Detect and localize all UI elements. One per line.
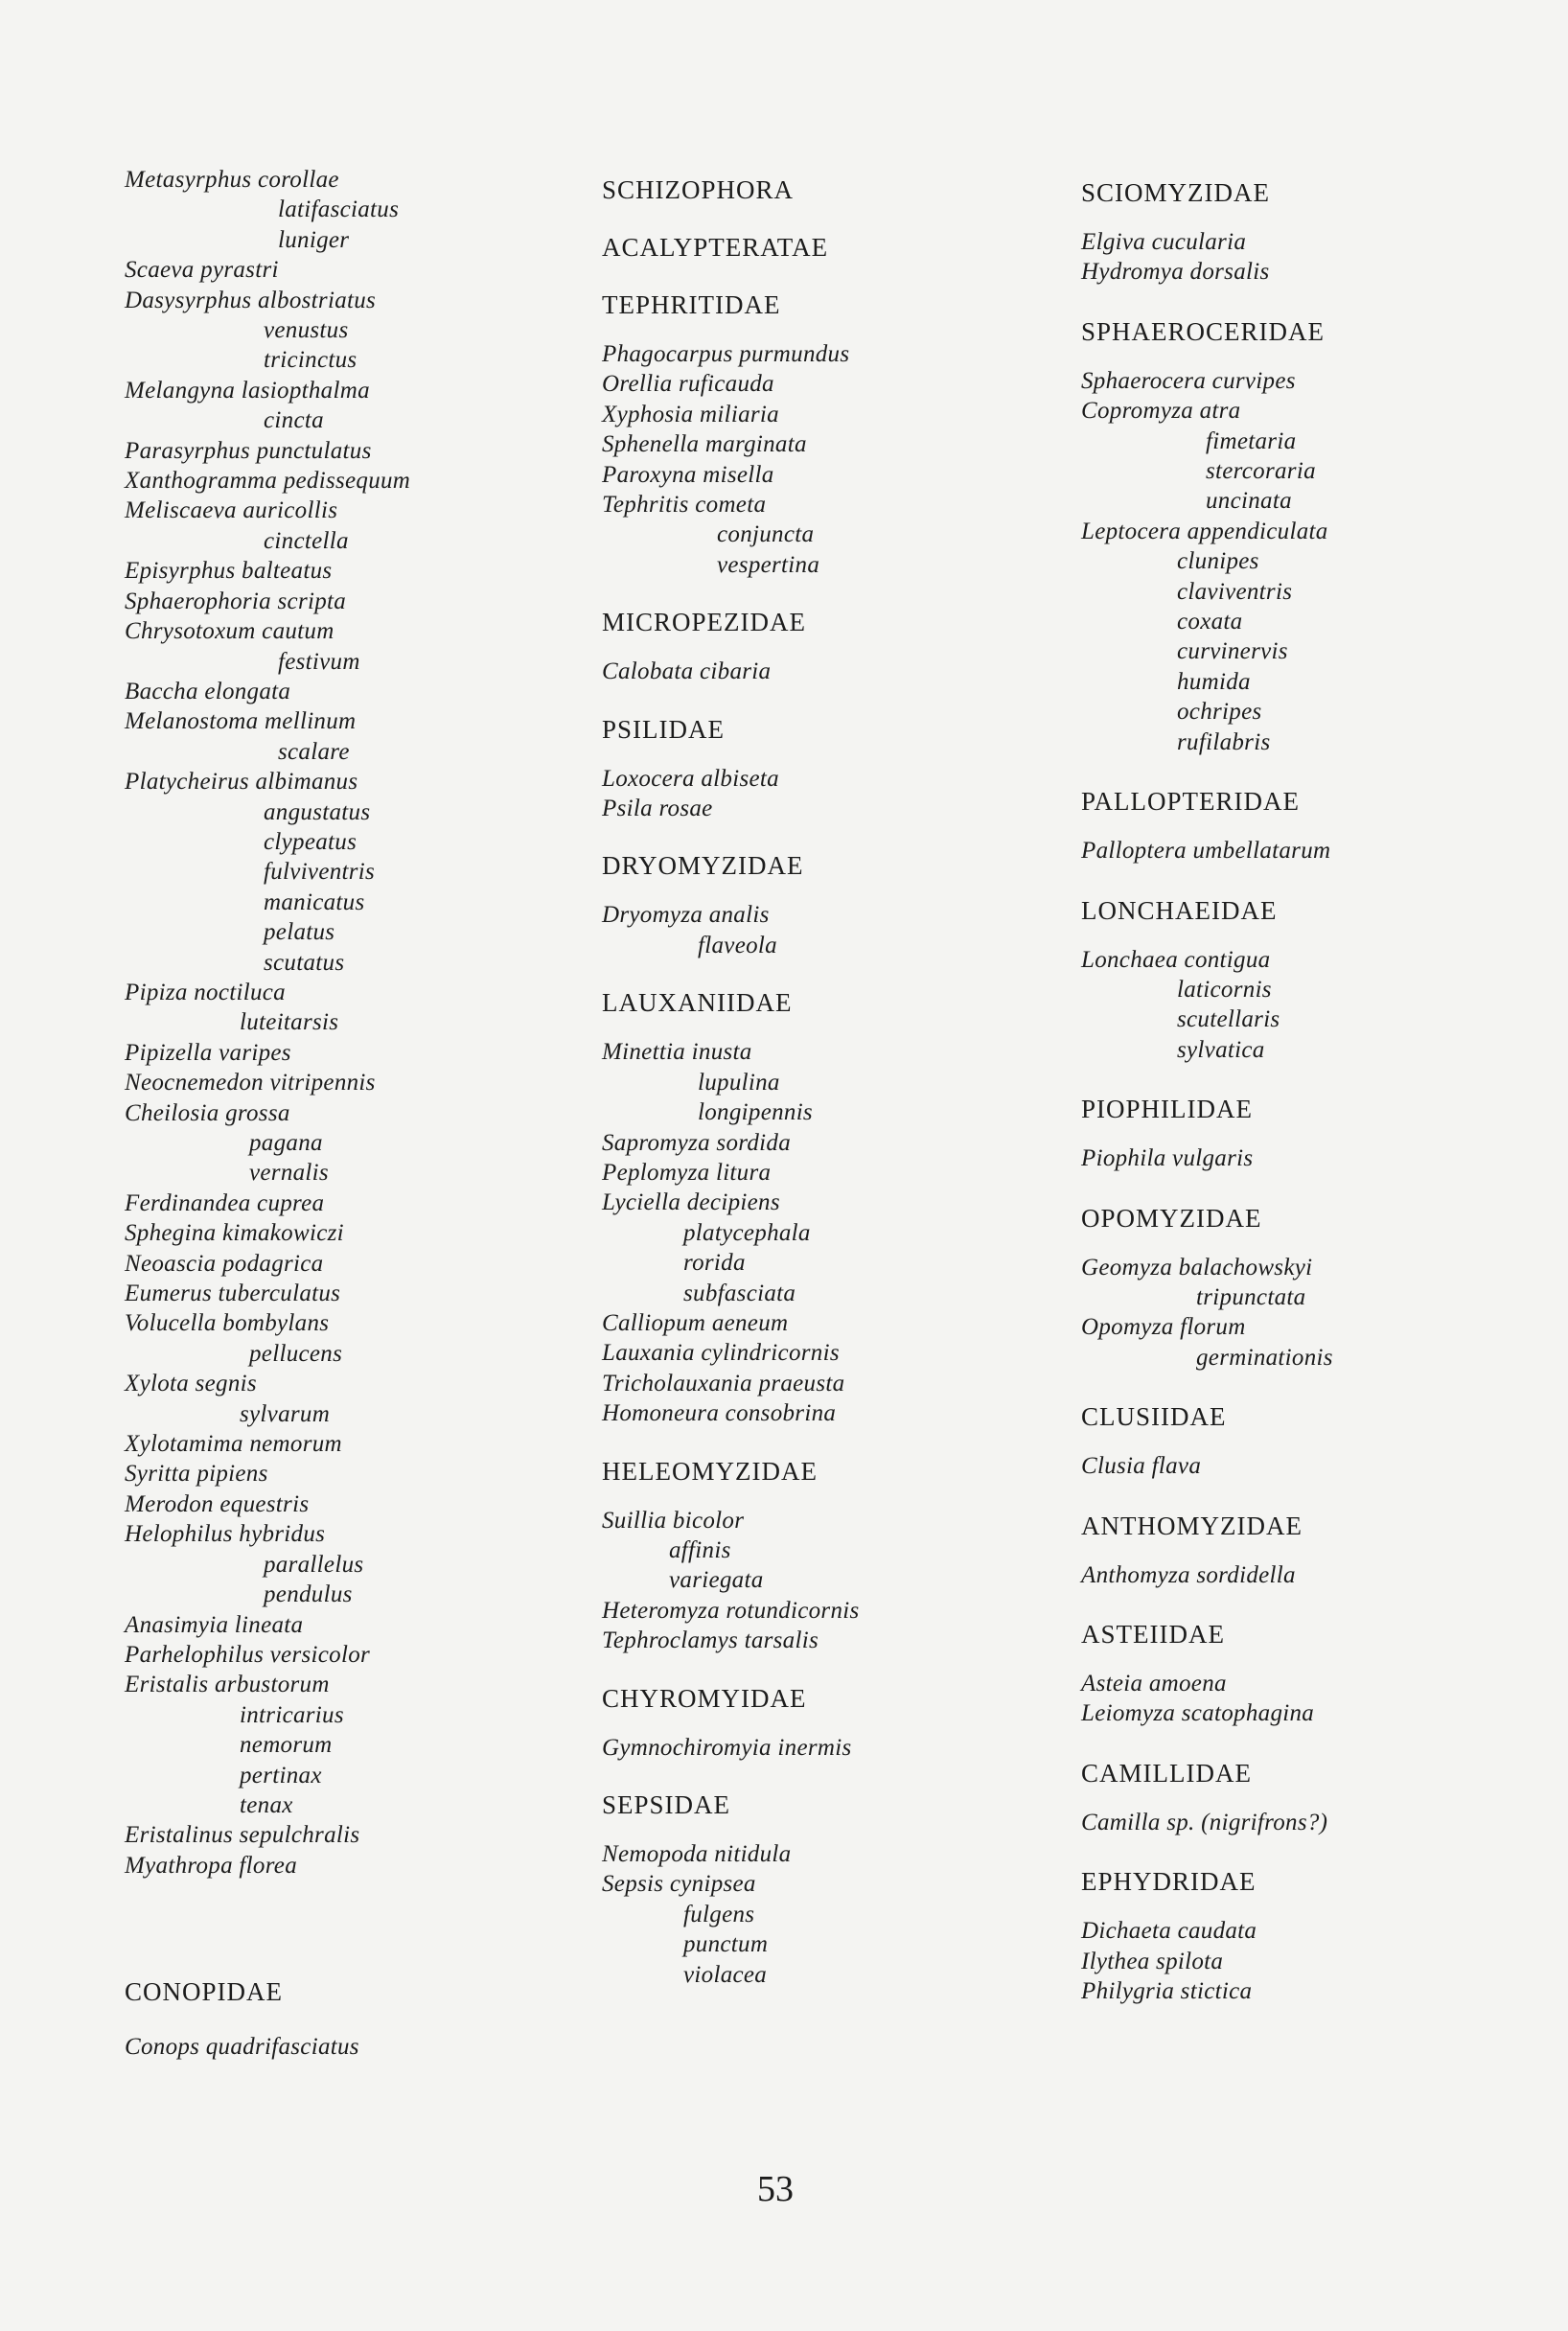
family-heading: SCHIZOPHORA — [602, 175, 795, 204]
species-name: manicatus — [264, 889, 365, 915]
family-block — [1081, 1866, 1503, 2035]
species-name: Sphegina kimakowiczi — [125, 1220, 344, 1247]
family-block — [1081, 177, 1503, 316]
species-name: intricarius — [240, 1701, 344, 1728]
species-name: Minettia inusta — [602, 1039, 752, 1066]
family-block — [1081, 1758, 1503, 1866]
family-heading: HELEOMYZIDAE — [602, 1456, 818, 1486]
species-name: pertinax — [240, 1762, 322, 1789]
species-name: sylvarum — [240, 1400, 331, 1427]
family-block — [1081, 1619, 1503, 1758]
family-block — [1081, 895, 1503, 1095]
species-name: affinis — [669, 1536, 731, 1563]
species-name: Myathropa florea — [125, 1852, 298, 1879]
family-block — [602, 1789, 1004, 2017]
species-name: scutellaris — [1177, 1006, 1280, 1033]
species-name: Hydromya dorsalis — [1081, 259, 1270, 286]
species-name: humida — [1177, 668, 1251, 695]
species-name: Calliopum aeneum — [602, 1309, 789, 1336]
species-name: Neoascia podagrica — [125, 1250, 324, 1277]
species-name: scalare — [278, 738, 350, 765]
species-name: Ferdinandea cuprea — [125, 1189, 325, 1216]
species-name: Suillia bicolor — [602, 1507, 745, 1534]
species-name: Melanostoma mellinum — [125, 708, 357, 735]
species-name: fimetaria — [1206, 427, 1297, 454]
family-block — [602, 174, 1004, 232]
species-name: Pipizella varipes — [125, 1039, 291, 1066]
species-name: clunipes — [1177, 548, 1259, 575]
family-block — [602, 850, 1004, 987]
species-name: cinctella — [264, 527, 349, 554]
family-block — [602, 607, 1004, 713]
species-name: pellucens — [249, 1340, 343, 1367]
species-name: Loxocera albiseta — [602, 765, 779, 792]
species-name: Heteromyza rotundicornis — [602, 1597, 860, 1624]
species-name: rorida — [683, 1250, 746, 1277]
family-block — [602, 1683, 1004, 1789]
species-name: angustatus — [264, 798, 371, 825]
species-name: Parhelophilus versicolor — [125, 1641, 371, 1668]
species-name: Metasyrphus corollae — [125, 167, 339, 193]
species-name: Camilla sp. (nigrifrons?) — [1081, 1809, 1328, 1835]
family-block — [602, 289, 1004, 607]
species-name: vernalis — [249, 1160, 329, 1187]
species-name: festivum — [278, 648, 360, 675]
species-name: Chrysotoxum cautum — [125, 618, 334, 645]
species-name: Peplomyza litura — [602, 1159, 772, 1186]
species-name: Philygria stictica — [1081, 1978, 1253, 2004]
species-name: coxata — [1177, 609, 1243, 635]
family-heading: LAUXANIIDAE — [602, 988, 793, 1018]
family-block — [1081, 1203, 1503, 1402]
species-name: Pipiza noctiluca — [125, 979, 286, 1005]
family-block — [1081, 1511, 1503, 1619]
species-name: venustus — [264, 317, 349, 344]
species-name: Tephroclamys tarsalis — [602, 1627, 819, 1654]
family-heading: DRYOMYZIDAE — [602, 851, 804, 881]
species-name: uncinata — [1206, 488, 1292, 515]
species-name: Tricholauxania praeusta — [602, 1370, 845, 1396]
family-heading: MICROPEZIDAE — [602, 608, 806, 637]
species-name: Eristalinus sepulchralis — [125, 1822, 360, 1849]
species-name: Leiomyza scatophagina — [1081, 1700, 1315, 1727]
species-name: Xanthogramma pedissequum — [125, 468, 411, 495]
species-name: Sapromyza sordida — [602, 1129, 792, 1156]
species-name: tripunctata — [1196, 1283, 1306, 1310]
species-name: claviventris — [1177, 578, 1293, 605]
family-heading: PALLOPTERIDAE — [1081, 787, 1301, 817]
species-name: fulgens — [683, 1901, 755, 1927]
family-block — [1081, 1401, 1503, 1510]
column-right — [1081, 177, 1503, 2035]
species-name: Platycheirus albimanus — [125, 769, 358, 796]
family-block — [602, 1456, 1004, 1683]
species-name: Meliscaeva auricollis — [125, 497, 338, 524]
family-heading: ANTHOMYZIDAE — [1081, 1511, 1303, 1540]
species-name: Leptocera appendiculata — [1081, 518, 1328, 544]
species-name: Eristalis arbustorum — [125, 1672, 330, 1698]
family-heading: LONCHAEIDAE — [1081, 895, 1278, 925]
species-name: variegata — [669, 1567, 764, 1594]
species-name: rufilabris — [1177, 728, 1271, 755]
species-name: Xyphosia miliaria — [602, 401, 779, 427]
species-name: Conops quadrifasciatus — [125, 2034, 359, 2061]
species-list-left — [125, 165, 527, 1881]
species-name: Melangyna lasiopthalma — [125, 377, 370, 404]
family-block — [602, 232, 1004, 289]
species-name: Xylotamima nemorum — [125, 1431, 342, 1458]
species-name: ochripes — [1177, 699, 1262, 726]
species-name: clypeatus — [264, 828, 357, 855]
species-name: Paroxyna misella — [602, 461, 774, 488]
species-name: fulviventris — [264, 859, 376, 886]
species-name: Baccha elongata — [125, 678, 291, 704]
species-name: curvinervis — [1177, 638, 1288, 665]
species-name: Phagocarpus purmundus — [602, 341, 850, 367]
species-name: longipennis — [698, 1099, 813, 1126]
species-name: germinationis — [1196, 1344, 1333, 1371]
family-heading: ACALYPTERATAE — [602, 233, 829, 262]
family-block — [602, 987, 1004, 1455]
species-name: Copromyza atra — [1081, 398, 1241, 425]
species-name: luniger — [278, 226, 350, 253]
family-heading: TEPHRITIDAE — [602, 290, 781, 319]
species-name: subfasciata — [683, 1280, 796, 1306]
family-heading: SEPSIDAE — [602, 1790, 731, 1819]
species-name: pelatus — [264, 919, 335, 946]
species-name: punctum — [683, 1931, 769, 1958]
species-name: Anasimyia lineata — [125, 1611, 304, 1638]
species-name: flaveola — [698, 932, 777, 958]
family-heading: OPOMYZIDAE — [1081, 1203, 1262, 1233]
species-name: Ilythea spilota — [1081, 1948, 1224, 1974]
species-name: Orellia ruficauda — [602, 371, 774, 398]
species-name: Lonchaea contigua — [1081, 946, 1271, 973]
column-middle — [602, 174, 1004, 2017]
species-name: Opomyza florum — [1081, 1314, 1246, 1341]
family-heading: CLUSIIDAE — [1081, 1402, 1227, 1432]
species-name: Homoneura consobrina — [602, 1400, 837, 1427]
species-name: nemorum — [240, 1732, 333, 1759]
family-heading: EPHYDRIDAE — [1081, 1867, 1257, 1897]
species-name: latifasciatus — [278, 196, 400, 223]
species-name: cincta — [264, 407, 324, 434]
species-name: Sphaerophoria scripta — [125, 588, 347, 614]
species-name: Elgiva cucularia — [1081, 229, 1247, 255]
family-block — [602, 714, 1004, 851]
species-name: Cheilosia grossa — [125, 1099, 290, 1126]
species-name: violacea — [683, 1961, 768, 1988]
family-heading: ASTEIIDAE — [1081, 1619, 1225, 1649]
species-name: Dichaeta caudata — [1081, 1918, 1257, 1945]
species-name: Parasyrphus punctulatus — [125, 437, 372, 464]
species-name: Sphenella marginata — [602, 431, 807, 458]
species-name: Eumerus tuberculatus — [125, 1281, 341, 1307]
species-name: Psila rosae — [602, 796, 713, 822]
species-name: Asteia amoena — [1081, 1670, 1227, 1696]
species-name: Volucella bombylans — [125, 1310, 330, 1337]
species-name: Calobata cibaria — [602, 658, 772, 685]
species-name: Anthomyza sordidella — [1081, 1561, 1296, 1588]
species-name: Lyciella decipiens — [602, 1189, 780, 1216]
species-name: Scaeva pyrastri — [125, 257, 279, 284]
family-heading: PSILIDAE — [602, 714, 725, 744]
species-name: Clusia flava — [1081, 1453, 1202, 1480]
family-heading: CAMILLIDAE — [1081, 1758, 1252, 1788]
species-name: tricinctus — [264, 347, 357, 374]
species-name: scutatus — [264, 949, 345, 976]
species-name: Xylota segnis — [125, 1371, 257, 1397]
species-name: pendulus — [264, 1581, 353, 1608]
family-heading-conopidae: CONOPIDAE — [125, 1977, 284, 2007]
species-name: Dasysyrphus albostriatus — [125, 287, 377, 313]
family-block — [1081, 786, 1503, 894]
species-name: Nemopoda nitidula — [602, 1841, 792, 1867]
species-name: Episyrphus balteatus — [125, 558, 333, 585]
species-name: Geomyza balachowskyi — [1081, 1254, 1313, 1281]
species-name: sylvatica — [1177, 1036, 1265, 1063]
species-name: Neocnemedon vitripennis — [125, 1070, 376, 1096]
family-heading: CHYROMYIDAE — [602, 1683, 807, 1713]
species-name: Palloptera umbellatarum — [1081, 838, 1331, 865]
species-name: tenax — [240, 1791, 293, 1818]
species-name: Gymnochiromyia inermis — [602, 1734, 852, 1761]
family-heading: SPHAEROCERIDAE — [1081, 316, 1326, 346]
species-name: Lauxania cylindricornis — [602, 1340, 840, 1367]
page-number: 53 — [757, 2169, 794, 2209]
species-name: Syritta pipiens — [125, 1461, 268, 1488]
family-heading: SCIOMYZIDAE — [1081, 178, 1270, 207]
species-name: Dryomyza analis — [602, 902, 770, 929]
family-block — [1081, 316, 1503, 786]
family-heading: PIOPHILIDAE — [1081, 1095, 1253, 1124]
species-name: lupulina — [698, 1069, 780, 1096]
species-name: luteitarsis — [240, 1009, 339, 1036]
species-name: laticornis — [1177, 976, 1272, 1003]
species-name: stercoraria — [1206, 458, 1316, 485]
species-name: Tephritis cometa — [602, 492, 767, 519]
species-name: parallelus — [264, 1551, 364, 1578]
column-left — [125, 165, 527, 2063]
family-block — [1081, 1094, 1503, 1202]
species-name: conjuncta — [717, 521, 815, 548]
species-name: Sphaerocera curvipes — [1081, 367, 1296, 394]
species-name: Helophilus hybridus — [125, 1521, 326, 1548]
species-name: platycephala — [683, 1219, 811, 1246]
species-name: Piophila vulgaris — [1081, 1145, 1254, 1172]
species-name: Merodon equestris — [125, 1490, 310, 1517]
species-name: Sepsis cynipsea — [602, 1871, 756, 1898]
species-name: pagana — [249, 1130, 323, 1156]
species-name: vespertina — [717, 551, 820, 578]
